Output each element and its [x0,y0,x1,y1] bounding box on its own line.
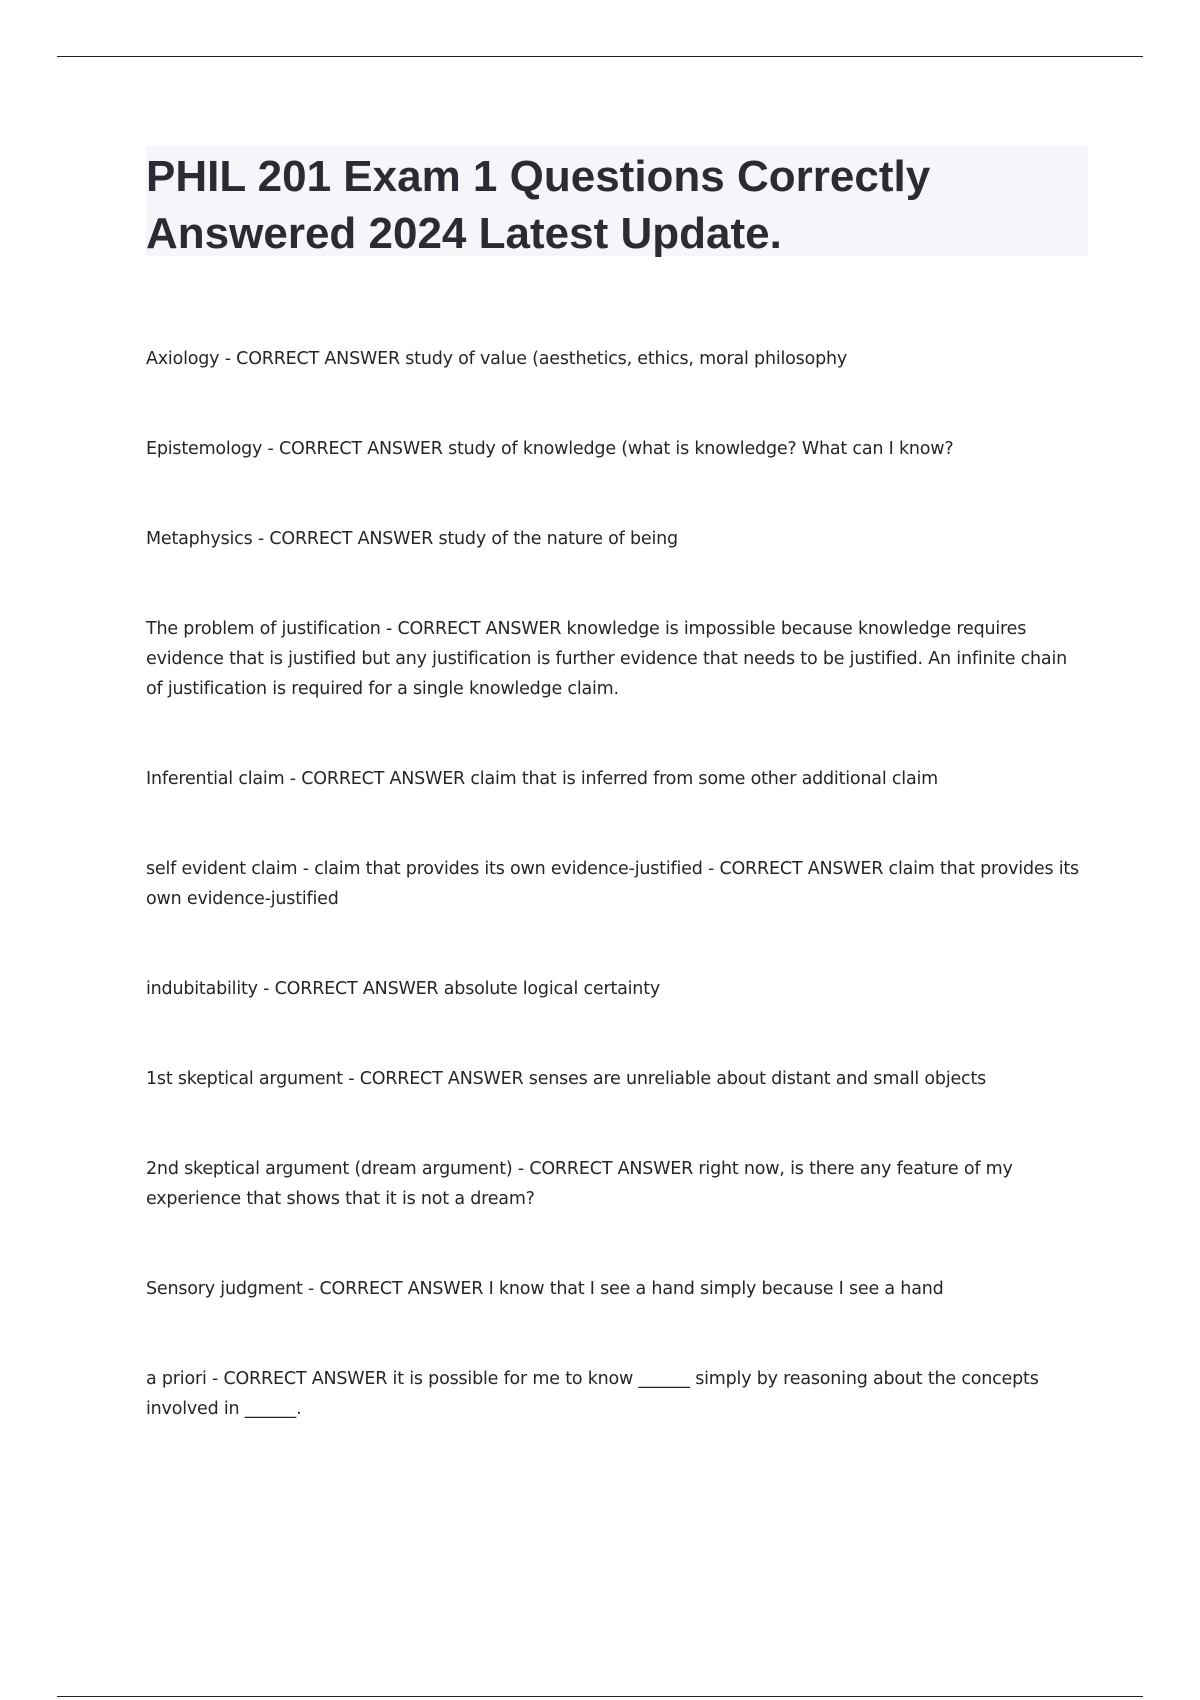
qa-item: Epistemology - CORRECT ANSWER study of knowledge (what is knowledge? What can I know? [146,439,954,459]
qa-item: 2nd skeptical argument (dream argument) - CORRECT ANSWER right now, is there any feature of my experience that shows that it is not a dream? [146,1159,1013,1209]
qa-item: self evident claim - claim that provides its own evidence-justified - CORRECT ANSWER claim that provides its own evidence-justified [146,859,1079,909]
qa-item: 1st skeptical argument - CORRECT ANSWER senses are unreliable about distant and small objects [146,1069,987,1089]
bottom-divider [57,1696,1143,1697]
title-block [146,146,1088,256]
top-divider [57,56,1143,57]
qa-item: indubitability - CORRECT ANSWER absolute logical certainty [146,979,661,999]
qa-item: Metaphysics - CORRECT ANSWER study of the nature of being [146,529,678,549]
document-title: PHIL 201 Exam 1 Questions Correctly Answered 2024 Latest Update. [146,152,931,258]
qa-item: Inferential claim - CORRECT ANSWER claim that is inferred from some other additional claim [146,769,938,789]
qa-item: The problem of justification - CORRECT ANSWER knowledge is impossible because knowledge requires evidence that is justified but any justification is further evidence that needs to be justified. An infinite chain of justification is required for a single knowledge claim. [146,619,1068,699]
qa-item: Sensory judgment - CORRECT ANSWER I know that I see a hand simply because I see a hand [146,1279,944,1299]
qa-item: a priori - CORRECT ANSWER it is possible for me to know ______ simply by reasoning about the concepts involved in ______. [146,1369,1039,1419]
qa-list [146,344,1086,1424]
qa-item: Axiology - CORRECT ANSWER study of value (aesthetics, ethics, moral philosophy [146,349,848,369]
